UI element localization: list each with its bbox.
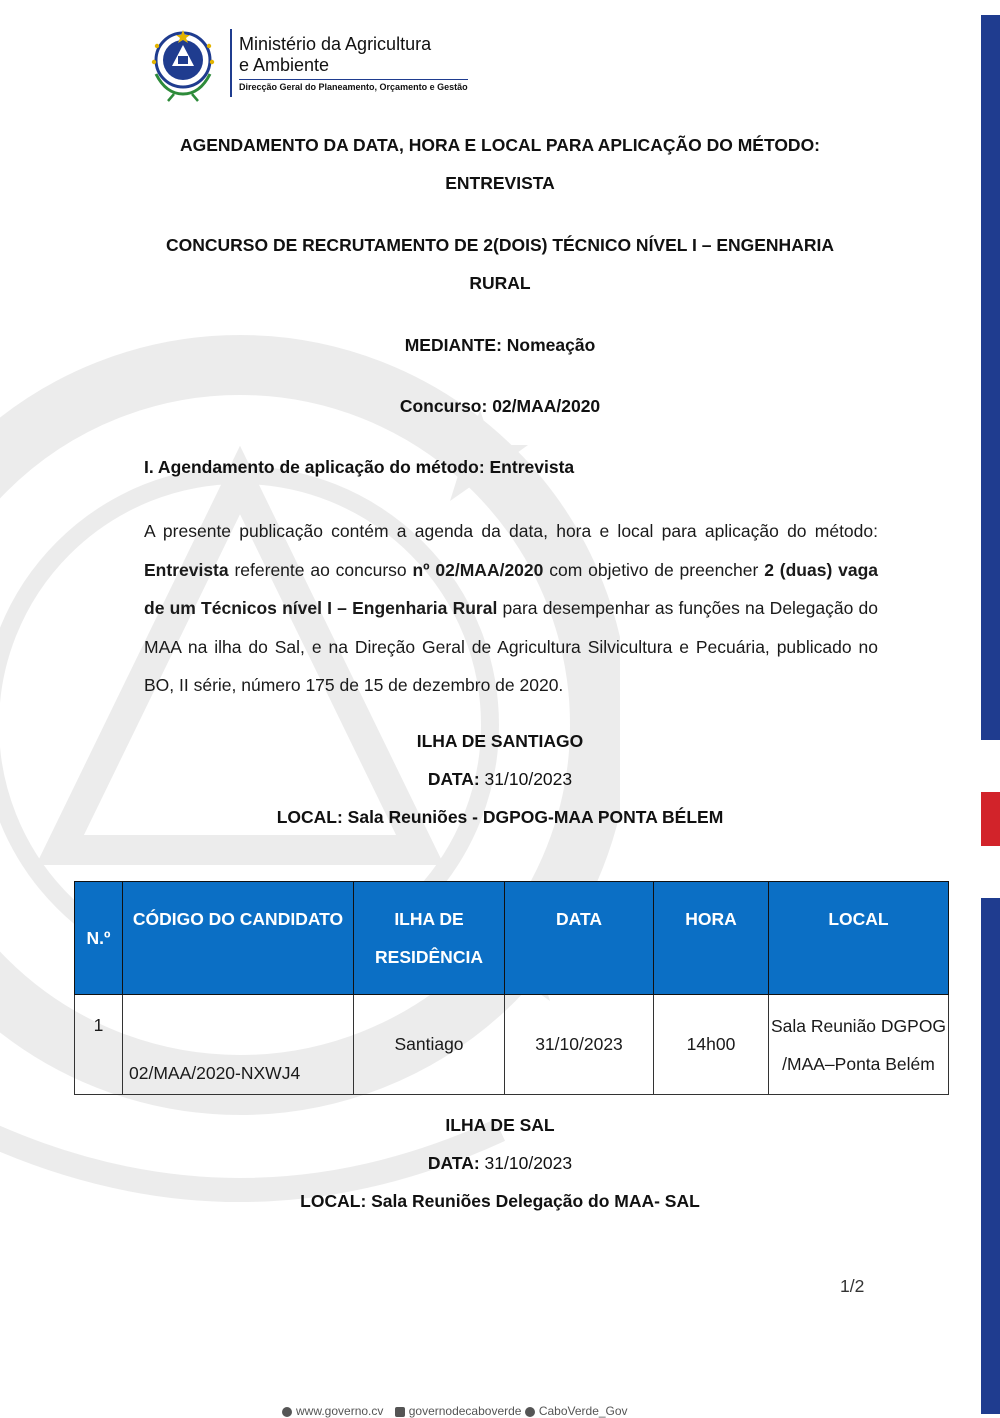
cell-island: Santiago — [354, 995, 505, 1095]
col-header-hour: HORA — [654, 882, 769, 995]
para-bold-vacancies: 2 (duas) vaga de um Técnicos nível I – Engenharia Rural — [144, 559, 878, 618]
doc-title-line2: ENTREVISTA — [445, 173, 555, 193]
santiago-date — [0, 769, 1000, 790]
col-header-island: ILHA DE RESIDÊNCIA — [354, 882, 505, 995]
mediante-line: MEDIANTE: Nomeação — [404, 335, 596, 355]
sal-date-label: DATA: — [427, 1153, 480, 1173]
santiago-island-heading: ILHA DE SANTIAGO — [416, 731, 584, 751]
sal-local: LOCAL: Sala Reuniões Delegação do MAA- SAL — [300, 1191, 700, 1211]
para-text-3: com objetivo de preencher — [543, 559, 765, 580]
cell-local — [769, 995, 949, 1095]
organization-name — [239, 34, 468, 92]
intro-paragraph — [144, 512, 878, 705]
footer-links — [282, 1404, 628, 1418]
sal-island-heading: ILHA DE SAL — [445, 1115, 555, 1135]
contest-title-line2: RURAL — [469, 273, 531, 293]
para-text-4: para desempenhar as funções na Delegação do MAA na ilha do Sal, e na Direção Geral de Agricultura Silvicultura e Pecuária, publicado no BO, II série, número 175 de 15 de dezembro de 2020. — [144, 598, 878, 695]
footer-facebook[interactable]: governodecaboverde — [408, 1404, 522, 1418]
table-header-row — [75, 882, 949, 995]
contest-title-line1: CONCURSO DE RECRUTAMENTO DE 2(DOIS) TÉCNICO NÍVEL I – ENGENHARIA — [166, 235, 834, 255]
globe-icon — [282, 1407, 292, 1417]
cell-local-line1: Sala Reunião DGPOG — [770, 1015, 947, 1036]
concurso-number: Concurso: 02/MAA/2020 — [399, 396, 601, 416]
col-header-num: N.º — [75, 882, 123, 995]
header-divider — [230, 29, 232, 97]
para-text-1: A presente publicação contém a agenda da data, hora e local para aplicação do método: — [144, 521, 878, 541]
page-number: 1/2 — [840, 1276, 865, 1296]
section-heading: I. Agendamento de aplicação do método: Entrevista — [144, 457, 575, 477]
cell-date: 31/10/2023 — [505, 995, 654, 1095]
footer-website[interactable]: www.governo.cv — [296, 1404, 384, 1418]
facebook-icon — [395, 1407, 405, 1417]
org-subtitle: Direcção Geral do Planeamento, Orçamento e Gestão — [239, 79, 468, 92]
org-name-line2: e Ambiente — [239, 55, 330, 75]
twitter-icon — [525, 1407, 535, 1417]
table-row — [75, 995, 949, 1095]
para-text-2: referente ao concurso — [228, 559, 413, 580]
para-bold-method: Entrevista — [144, 559, 229, 580]
santiago-local: LOCAL: Sala Reuniões - DGPOG-MAA PONTA BÉLEM — [276, 807, 724, 827]
santiago-date-value: 31/10/2023 — [479, 769, 573, 789]
cell-local-line2: /MAA–Ponta Belém — [782, 1053, 935, 1074]
col-header-code: CÓDIGO DO CANDIDATO — [123, 882, 354, 995]
cell-num: 1 — [75, 995, 123, 1095]
schedule-table — [74, 881, 949, 1095]
sal-date-value: 31/10/2023 — [479, 1153, 573, 1173]
santiago-date-label: DATA: — [427, 769, 480, 789]
col-header-local: LOCAL — [769, 882, 949, 995]
cell-candidate-code: 02/MAA/2020-NXWJ4 — [123, 995, 354, 1095]
org-name-line1: Ministério da Agricultura — [239, 34, 432, 54]
footer-twitter[interactable]: CaboVerde_Gov — [538, 1404, 628, 1418]
sal-date — [0, 1153, 1000, 1174]
letterhead — [144, 24, 468, 102]
coat-of-arms-icon — [144, 24, 222, 102]
cell-hour: 14h00 — [654, 995, 769, 1095]
side-bar-blue-top — [981, 15, 1000, 740]
doc-title-line1: AGENDAMENTO DA DATA, HORA E LOCAL PARA APLICAÇÃO DO MÉTODO: — [179, 135, 821, 155]
col-header-date: DATA — [505, 882, 654, 995]
para-bold-contest: nº 02/MAA/2020 — [412, 559, 544, 580]
